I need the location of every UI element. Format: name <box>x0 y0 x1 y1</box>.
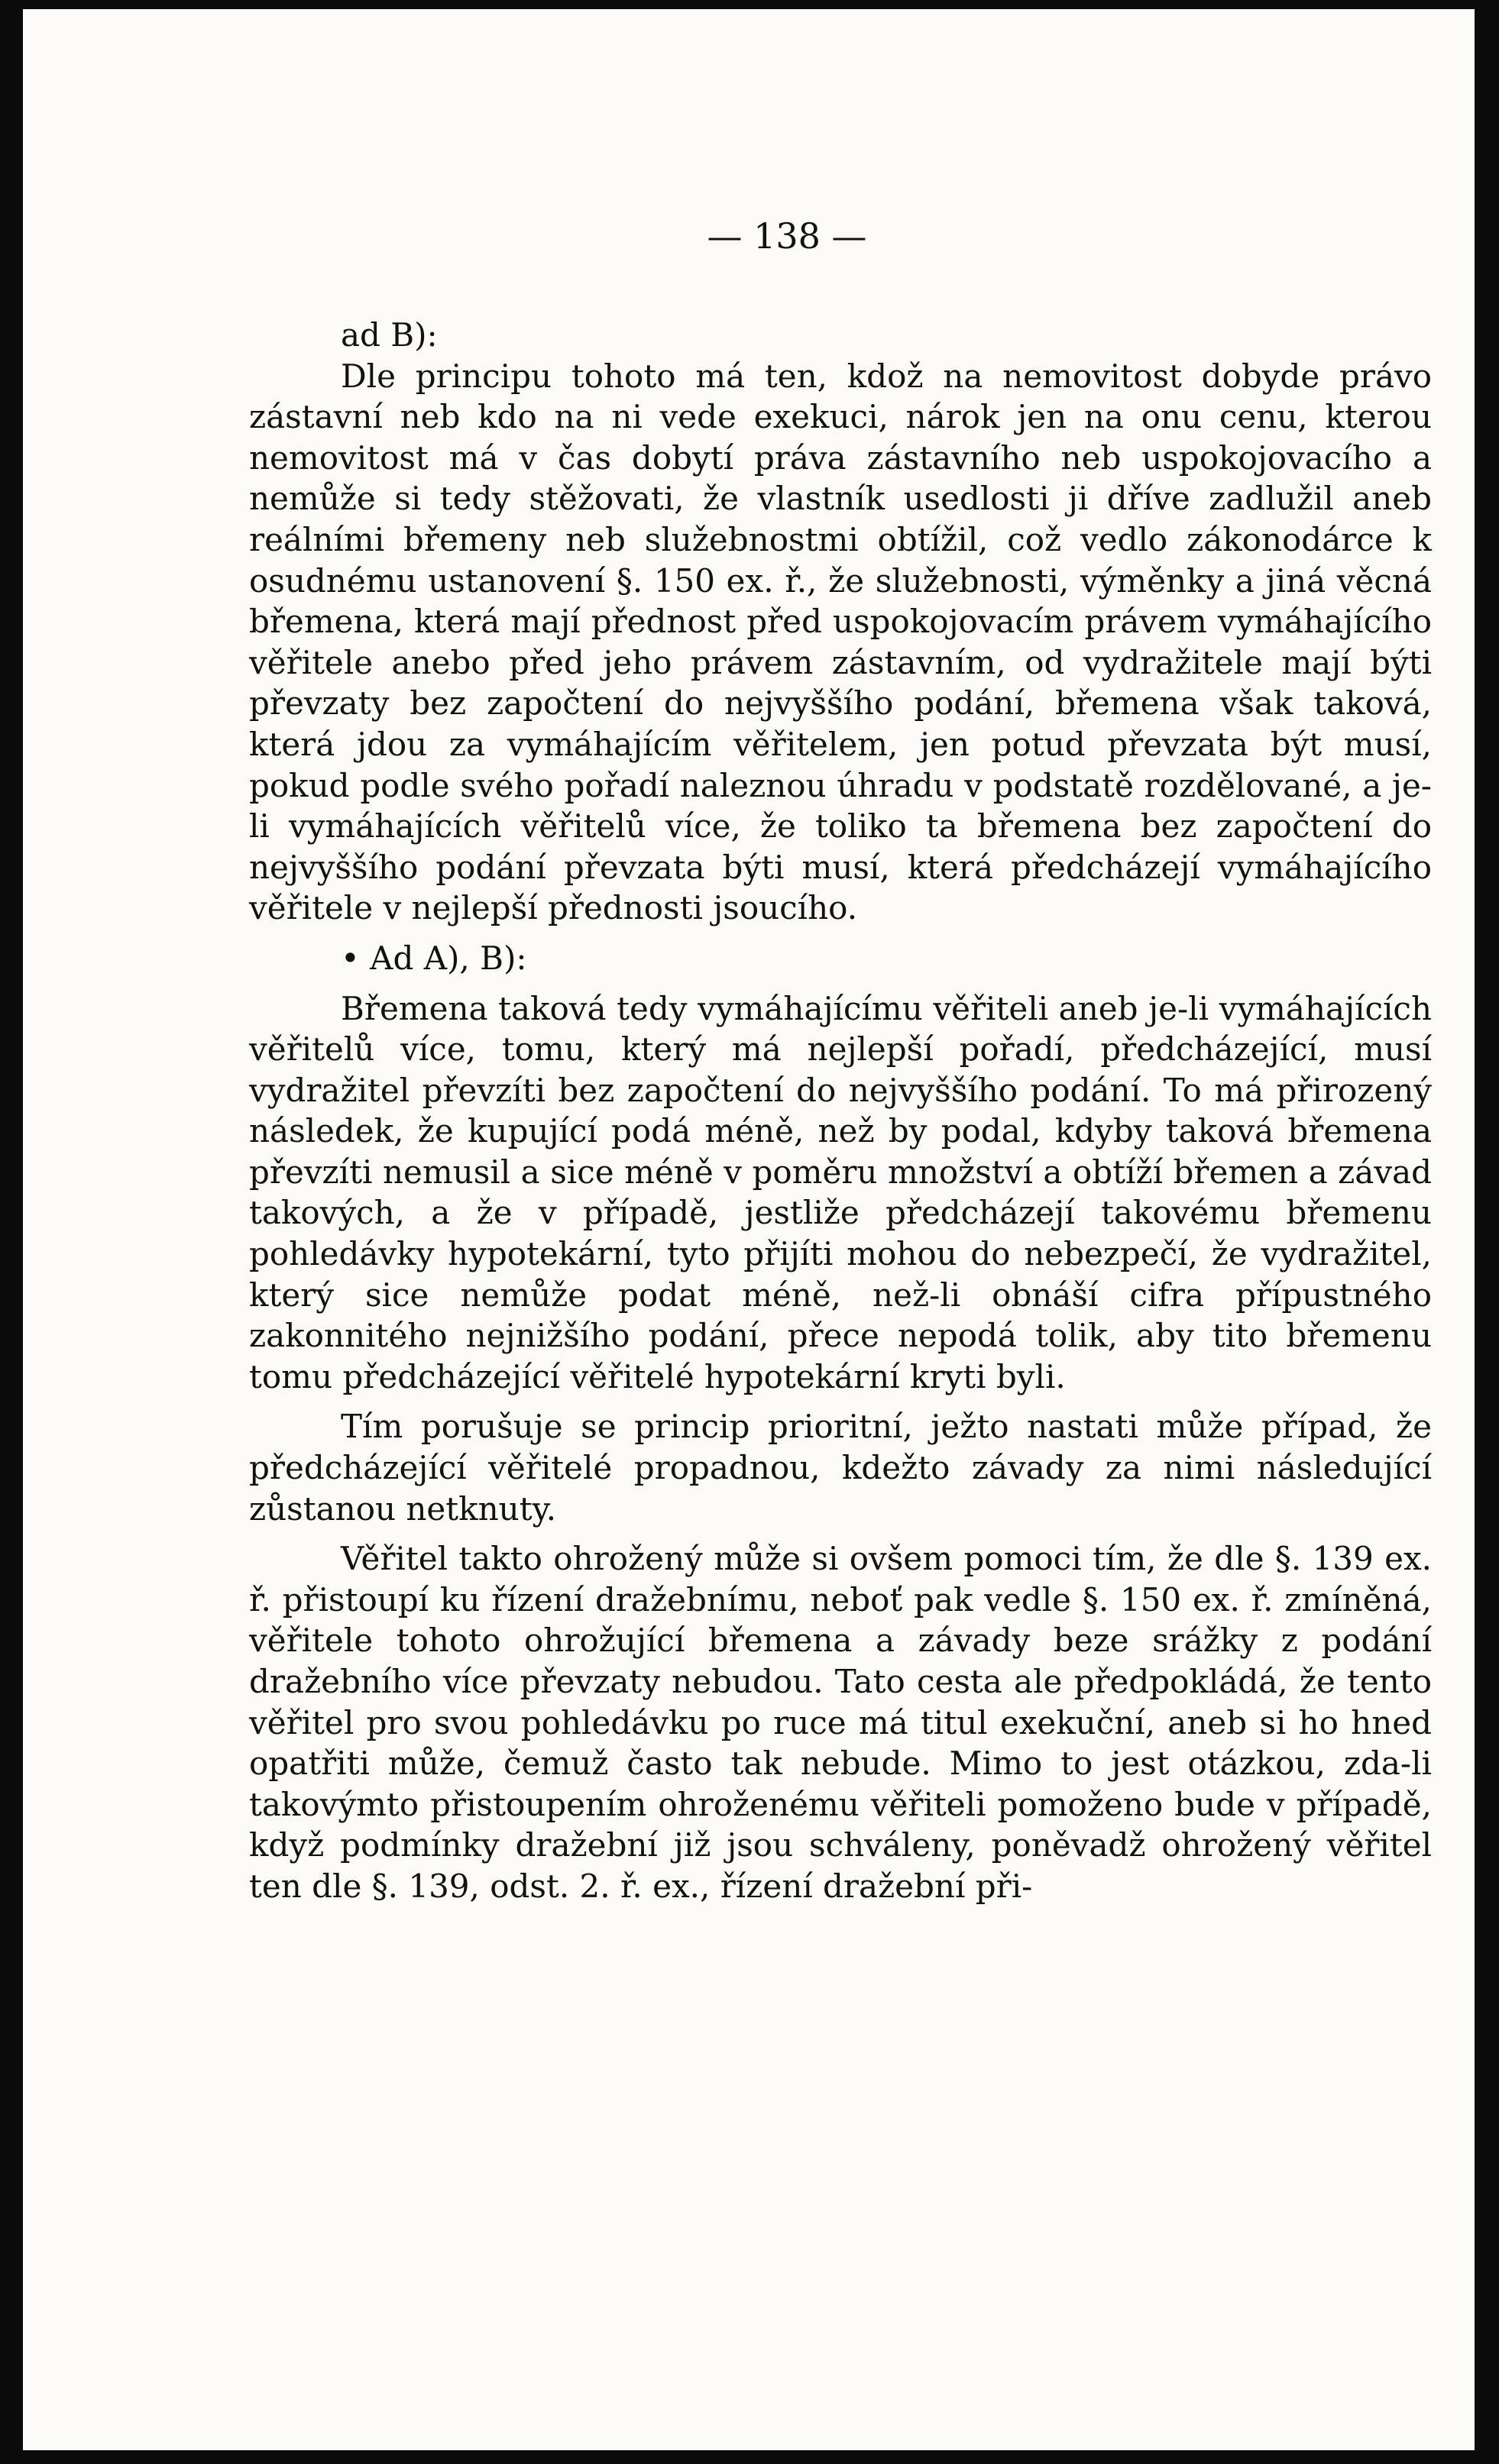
paragraph-creditor: Věřitel takto ohrožený může si ovšem pomoci tím, že dle §. 139 ex. ř. přistoupí ku řízení dražebnímu, neboť pak vedle §. 150 ex. ř. zmíněná, věřitele tohoto ohrožující břemena a závady beze srážky z podání dražebního více převzaty nebudou. Tato cesta ale předpokládá, že tento věřitel pro svou pohledávku po ruce má titul exekuční, aneb si ho hned opatřiti může, čemuž často tak nebude. Mimo to jest otázkou, zda-li takovýmto přistoupením ohroženému věřiteli pomoženo bude v případě, když podmínky dražební již jsou schváleny, poněvadž ohrožený věřitel ten dle §. 139, odst. 2. ř. ex., řízení dražební při- <box>249 1540 1432 1905</box>
page-number: — 138 — <box>707 215 867 257</box>
section-heading-ad-b: ad B): <box>341 316 438 354</box>
book-page <box>23 9 1475 2450</box>
paragraph-priority: Tím porušuje se princip prioritní, ježto nastati může případ, že předcházející věřitelé propadnou, kdežto závady za nimi následující zůstanou netknuty. <box>249 1408 1432 1528</box>
paragraph-burdens: Břemena taková tedy vymáhajícímu věřiteli aneb je-li vymáhajících věřitelů více, tomu, který má nejlepší pořadí, předcházející, musí vydražitel převzíti bez započtení do nejvyššího podání. To má přirozený následek, že kupující podá méně, než by podal, kdyby taková břemena převzíti nemusil a sice méně v poměru množství a obtíží břemen a závad takových, a že v případě, jestliže předcházejí takovému břemenu pohledávky hypotekární, tyto přijíti mohou do nebezpečí, že vydražitel, který sice nemůže podat méně, než-li obnáší cifra přípustného zakonnitého nejnižšího podání, přece nepodá tolik, aby tito břemenu tomu předcházející věřitelé hypotekární kryti byli. <box>249 989 1432 1395</box>
body-text <box>249 315 1432 1907</box>
paragraph-principle: Dle principu tohoto má ten, kdož na nemovitost dobyde právo zástavní neb kdo na ni vede exekuci, nárok jen na onu cenu, kterou nemovitost má v čas dobytí práva zástavního neb uspokojovacího a nemůže si tedy stěžovati, že vlastník usedlosti ji dříve zadlužil aneb reálními břemeny neb služebnostmi obtížil, což vedlo zákonodárce k osudnému ustanovení §. 150 ex. ř., že služebnosti, výměnky a jiná věcná břemena, která mají přednost před uspokojovacím právem vymáhajícího věřitele anebo před jeho právem zástavním, od vydražitele mají býti převzaty bez započtení do nejvyššího podání, břemena však taková, která jdou za vymáhajícím věřitelem, jen potud převzata být musí, pokud podle svého pořadí naleznou úhradu v podstatě rozdělované, a je-li vymáhajících věřitelů více, že toliko ta břemena bez započtení do nejvyššího podání převzata býti musí, která předcházejí vymáhajícího věřitele v nejlepší přednosti jsoucího. <box>249 357 1432 927</box>
section-heading-ad-a-b: • Ad A), B): <box>341 939 527 977</box>
